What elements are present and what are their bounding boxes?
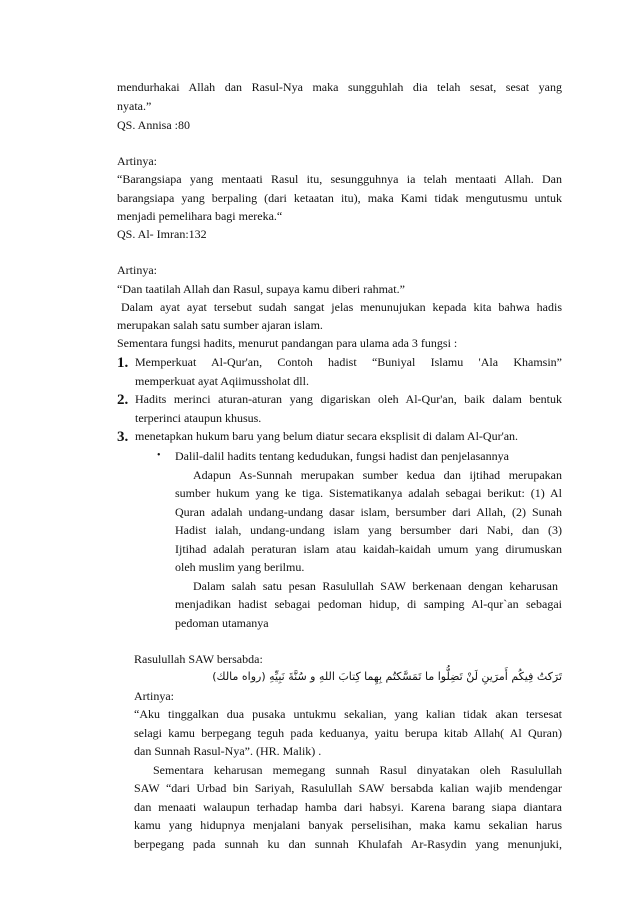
text-line: SAW “dari Urbad bin Sariyah, Rasulullah SAW bersabda kalian wajib mendengar (134, 781, 562, 795)
list-item-text: menetapkan hukum baru yang belum diatur secara eksplisit di dalam Al-Qur'an. (135, 429, 519, 443)
list-number: 2. (117, 392, 129, 408)
text-line: sumber hukum yang ke tiga. Sistematikanya adalah sebagai berikut: (1) Al (175, 486, 562, 500)
list-item-text: Hadits merinci aturan-aturan yang digariskan oleh Al-Qur'an, baik dalam bentuk (135, 392, 562, 406)
text-line: merupakan salah satu sumber ajaran islam. (117, 318, 323, 332)
citation: QS. Annisa :80 (117, 118, 191, 132)
text-line: mendurhakai Allah dan Rasul-Nya maka sungguhlah dia telah sesat, sesat yang (117, 80, 562, 94)
text-line: selagi kamu berpegang teguh pada keduanya, yaitu berupa kitab Allah( Al Quran) (134, 726, 562, 740)
list-item-text: memperkuat ayat Aqiimussholat dll. (135, 374, 309, 388)
bullet-icon: • (157, 450, 161, 461)
text-line: “Dan taatilah Allah dan Rasul, supaya kamu diberi rahmat.” (117, 282, 405, 296)
hadith-intro: Rasulullah SAW bersabda: (134, 652, 263, 666)
list-item-text: terperinci ataupun khusus. (135, 411, 262, 425)
text-line: Sementara keharusan memegang sunnah Rasul dinyatakan oleh Rasulullah (153, 763, 562, 777)
list-item-text: Memperkuat Al-Qur'an, Contoh hadist “Buniyal Islamu 'Ala Khamsin” (135, 355, 562, 369)
artinya-label: Artinya: (134, 689, 174, 703)
artinya-label: Artinya: (117, 154, 157, 168)
text-line: oleh muslim yang berilmu. (175, 560, 305, 574)
text-line: menjadi pemelihara bagi mereka.“ (117, 209, 283, 223)
text-line: barangsiapa yang berpaling (dari ketaatan itu), maka Kami tidak mengutusmu untuk (117, 191, 562, 205)
text-line: dan Sunnah Rasul-Nya”. (HR. Malik) . (134, 744, 322, 758)
text-line: Quran adalah undang-undang dasar islam, bersumber dari Allah, (2) Sunah (175, 505, 562, 519)
text-line: nyata.” (117, 99, 152, 113)
text-line: menjadikan hadist sebagai pedoman hidup, di samping Al-qur`an sebagai (175, 597, 562, 611)
text-line: kamu yang hidupnya menjalani banyak perselisihan, maka kamu sekalian harus (134, 818, 562, 832)
text-line: Dalam ayat ayat tersebut sudah sangat jelas menunujukan kepada kita bahwa hadis (121, 300, 562, 314)
text-line: “Aku tinggalkan dua pusaka untukmu sekalian, yang kalian tidak akan tersesat (134, 707, 562, 721)
bullet-title: Dalil-dalil hadits tentang kedudukan, fungsi hadist dan penjelasannya (175, 449, 509, 463)
list-number: 3. (117, 429, 129, 445)
list-number: 1. (117, 355, 129, 371)
citation: QS. Al- Imran:132 (117, 227, 207, 241)
arabic-text: تَرَكتُ فِيكُم أَمرَينِ لَنْ تَضِلُّوا ما تَمَسَّكتُم بِهِما كِتابَ اللهِ و سُنَّةَ نَبِيِّهِ (رواه مالك) (212, 670, 562, 683)
text-line: “Barangsiapa yang mentaati Rasul itu, sesungguhnya ia telah mentaati Allah. Dan (117, 172, 562, 186)
text-line: Adapun As-Sunnah merupakan sumber kedua dan ijtihad merupakan (193, 468, 562, 482)
text-line: dan menaati walaupun terhadap hamba dari habsyi. Karena barang siapa diantara (134, 800, 562, 814)
text-line: Sementara fungsi hadits, menurut pandangan para ulama ada 3 fungsi : (117, 336, 458, 350)
text-line: Hadist ialah, undang-undang islam yang bersumber dari Nabi, dan (3) (175, 523, 562, 537)
text-line: Dalam salah satu pesan Rasulullah SAW berkenaan dengan keharusan (193, 579, 558, 593)
text-line: pedoman utamanya (175, 616, 269, 630)
artinya-label: Artinya: (117, 263, 157, 277)
text-line: Ijtihad adalah peraturan islam atau kaidah-kaidah umum yang dirumuskan (175, 542, 562, 556)
text-line: berpegang pada sunnah ku dan sunnah Khulafah Ar-Rasydin yang menunjuki, (134, 837, 562, 851)
